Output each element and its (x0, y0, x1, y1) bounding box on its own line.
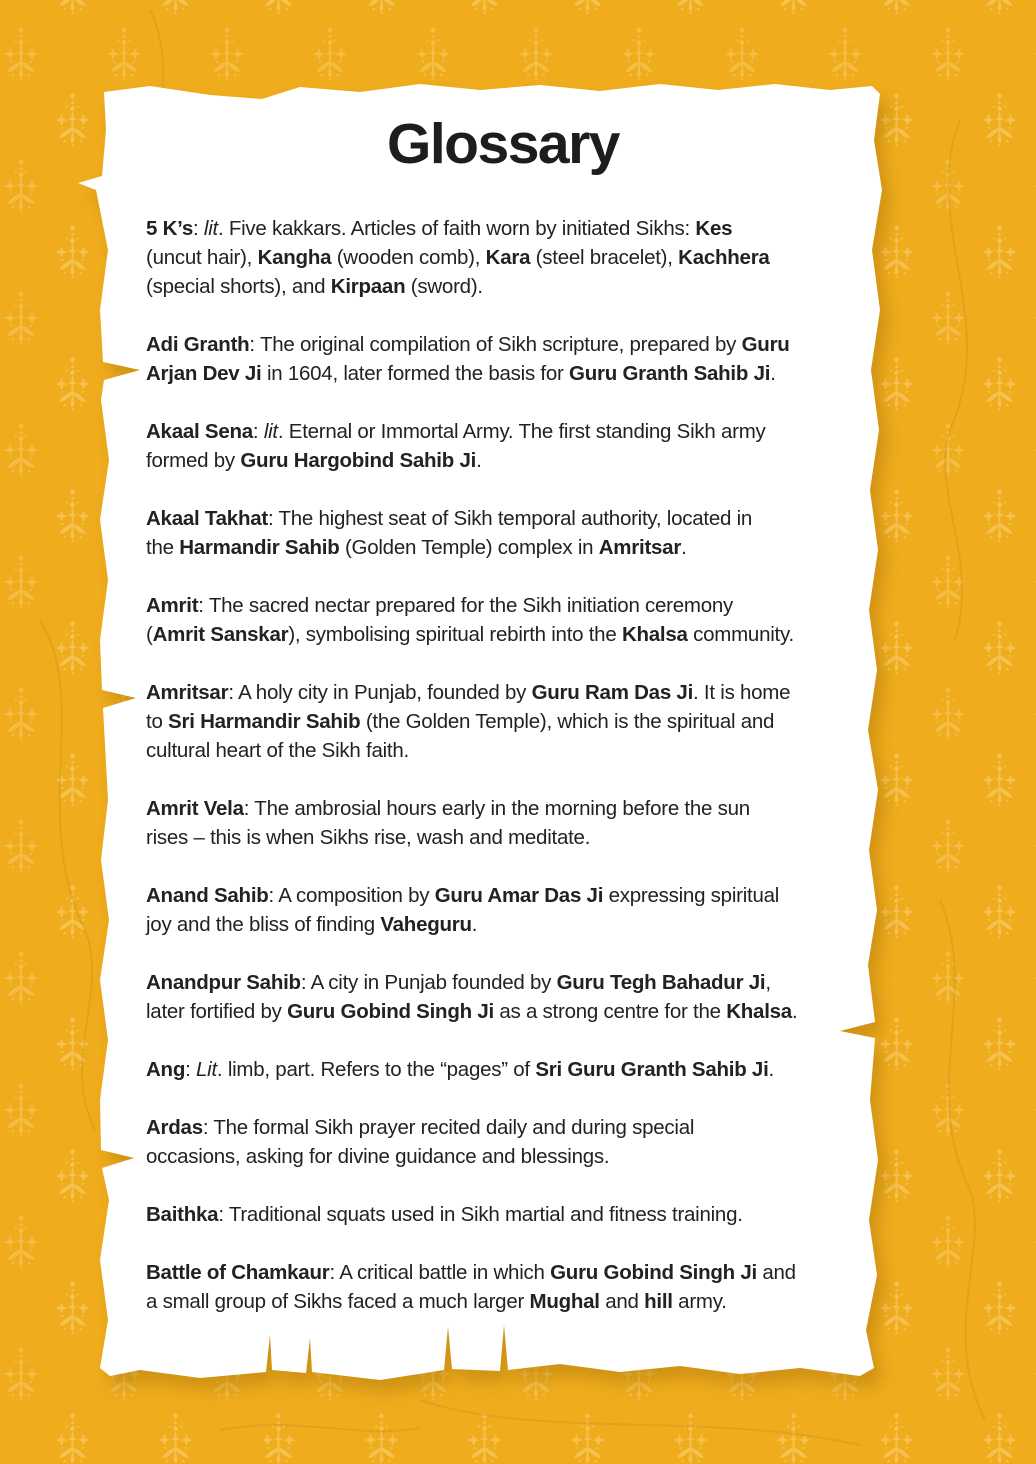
glossary-entry: Ang: Lit. limb, part. Refers to the “pages” of Sri Guru Granth Sahib Ji. (146, 1057, 774, 1081)
glossary-entry: 5 K’s: lit. Five kakkars. Articles of faith worn by initiated Sikhs: Kes (uncut hair), Kangha (wooden comb), Kara (steel bracelet), Kachhera (special shorts), and Kirpaan (sword). (146, 216, 770, 298)
page-title: Glossary (387, 112, 619, 176)
glossary-entry: Akaal Takhat: The highest seat of Sikh temporal authority, located in the Harmandir Sahib (Golden Temple) complex in Amritsar. (146, 506, 753, 559)
glossary-entries (146, 214, 860, 1316)
glossary-entry: Amritsar: A holy city in Punjab, founded by Guru Ram Das Ji. It is home to Sri Harmandir Sahib (the Golden Temple), which is the spiritual and cultural heart of the Sikh faith. (146, 680, 791, 762)
glossary-entry: Amrit Vela: The ambrosial hours early in the morning before the sun rises – this is when Sikhs rise, wash and meditate. (146, 796, 750, 849)
glossary-entry: Ardas: The formal Sikh prayer recited daily and during special occasions, asking for divine guidance and blessings. (146, 1115, 695, 1168)
glossary-entry: Battle of Chamkaur: A critical battle in which Guru Gobind Singh Ji and a small group of Sikhs faced a much larger Mughal and hill army. (146, 1260, 796, 1313)
glossary-entry: Akaal Sena: lit. Eternal or Immortal Army. The first standing Sikh army formed by Guru Hargobind Sahib Ji. (146, 419, 766, 472)
glossary-entry: Anand Sahib: A composition by Guru Amar Das Ji expressing spiritual joy and the bliss of finding Vaheguru. (146, 883, 780, 936)
glossary-page (146, 112, 860, 1316)
glossary-entry: Amrit: The sacred nectar prepared for the Sikh initiation ceremony (Amrit Sanskar), symbolising spiritual rebirth into the Khalsa community. (146, 593, 794, 646)
glossary-entry: Anandpur Sahib: A city in Punjab founded by Guru Tegh Bahadur Ji, later fortified by Guru Gobind Singh Ji as a strong centre for the Khalsa. (146, 970, 798, 1023)
glossary-entry: Baithka: Traditional squats used in Sikh martial and fitness training. (146, 1202, 743, 1226)
glossary-entry: Adi Granth: The original compilation of Sikh scripture, prepared by Guru Arjan Dev Ji in 1604, later formed the basis for Guru Granth Sahib Ji. (146, 332, 790, 385)
